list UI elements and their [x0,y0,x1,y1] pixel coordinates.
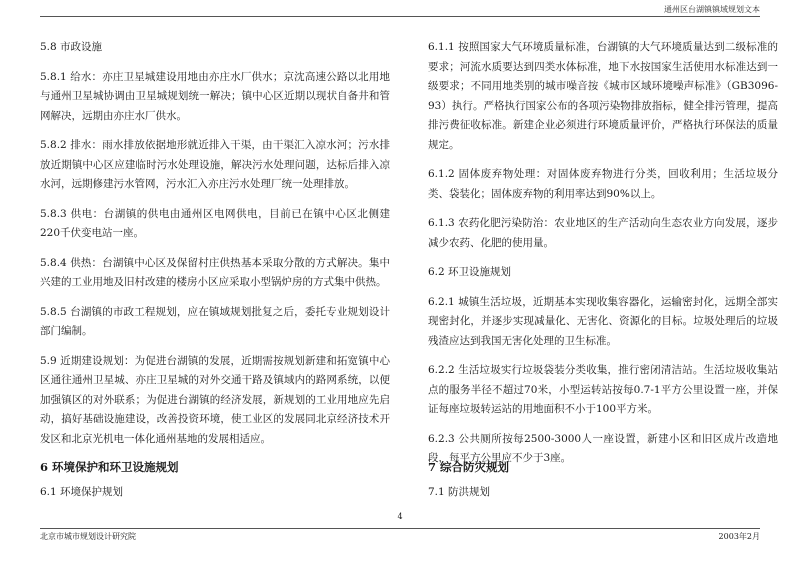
subsection-heading: 6.1 环境保护规划 [40,486,124,498]
chapter-heading: 7 综合防灾规划 [428,460,510,474]
paragraph: 6.1.2 固体废弃物处理：对固体废弃物进行分类，回收利用；生活垃圾分类、袋装化；固体废弃物的利用率达到90%以上。 [428,168,778,200]
section-title: 5.8 市政设施 [40,41,103,53]
footer-rule [40,528,760,529]
paragraph: 6.1.1 按照国家大气环境质量标准，台湖镇的大气环境质量达到二级标准的要求；河流水质要达到四类水体标准，地下水按国家生活使用水标准达到一级要求；不同用地类别的城市噪音按《城市区域环境噪声标准》（GB3096-93）执行。严格执行国家公布的各项污染物排放指标，健全排污管理，提高排污费征收标准。新建企业必须进行环境质量评价，严格执行环保法的质量规定。 [428,41,778,151]
paragraph: 6.1.3 农药化肥污染防治：农业地区的生产活动向生态农业方向发展，逐步减少农药、化肥的使用量。 [428,217,778,249]
paragraph: 6.2.1 城镇生活垃圾，近期基本实现收集容器化，运输密封化，远期全部实现密封化，并逐步实现减量化、无害化、资源化的目标。垃圾处理后的垃圾残渣应达到我国无害化处理的卫生标准。 [428,295,778,347]
subsection-heading: 7.1 防洪规划 [428,486,491,498]
paragraph: 5.9 近期建设规划：为促进台湖镇的发展，近期需按规划新建和拓宽镇中心区通往通州卫星城、亦庄卫星城的对外交通干路及镇域内的路网系统，以便加强镇区的对外联系；为促进台湖镇的经济发展，新规划的工业用地应先启动，搞好基础设施建设，改善投资环境，使工业区的发展同北京经济技术开发区和北京光机电一体化通州基地的发展相适应。 [40,354,390,445]
left-column [40,38,390,459]
page-number: 4 [397,512,403,521]
header-rule [40,16,760,17]
paragraph: 5.8.1 给水：亦庄卫星城建设用地由亦庄水厂供水；京沈高速公路以北用地与通州卫星城协调由卫星城规划统一解决；镇中心区近期以现状自备井和管网解决，远期由亦庄水厂供水。 [40,70,390,122]
footer-date: 2003年2月 [718,532,760,541]
footer-org: 北京市城市规划设计研究院 [40,532,136,541]
paragraph: 5.8.3 供电：台湖镇的供电由通州区电网供电，目前已在镇中心区北侧建220千伏变电站一座。 [40,207,390,239]
header-title: 通州区台湖镇镇域规划文本 [664,5,760,14]
chapter-heading: 6 环境保护和环卫设施规划 [40,460,179,474]
paragraph: 6.2.3 公共厕所按每2500-3000人一座设置，新建小区和旧区成片改造地段，每平方公里应不少于3座。 [428,432,778,464]
section-title: 6.2 环卫设施规划 [428,266,512,278]
paragraph: 6.2.2 生活垃圾实行垃圾袋装分类收集，推行密闭清洁站。生活垃圾收集站点的服务半径不超过70米，小型运转站按每0.7-1平方公里设置一座，并保证每座垃圾转运站的用地面积不小于100平方米。 [428,364,778,415]
paragraph: 5.8.2 排水：雨水排放依据地形就近排入干渠，由干渠汇入凉水河；污水排放近期镇中心区应建临时污水处理设施，解决污水处理问题，达标后排入凉水河，远期修建污水管网，污水汇入亦庄污水处理厂统一处理排放。 [40,139,390,190]
right-column [428,38,778,479]
paragraph: 5.8.4 供热：台湖镇中心区及保留村庄供热基本采取分散的方式解决。集中兴建的工业用地及旧村改建的楼房小区应采取小型锅炉房的方式集中供热。 [40,256,390,288]
paragraph: 5.8.5 台湖镇的市政工程规划，应在镇域规划批复之后，委托专业规划设计部门编制。 [40,305,390,337]
